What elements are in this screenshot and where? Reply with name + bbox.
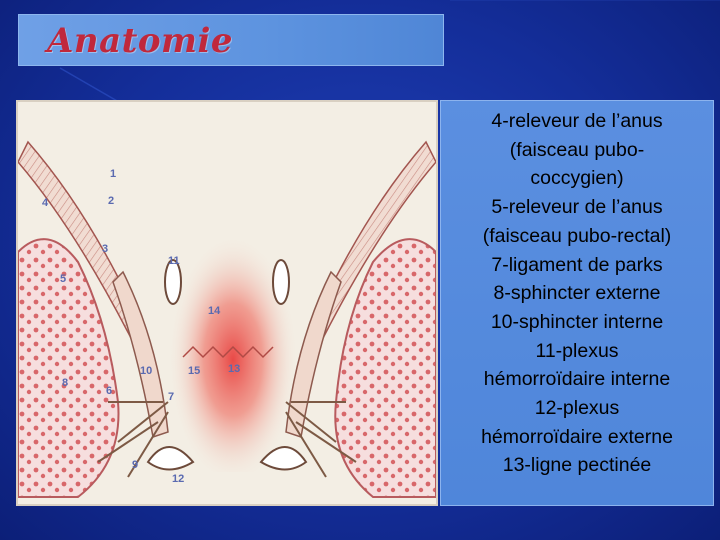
caption-text [447,107,707,480]
figure-label: 7 [168,391,175,403]
caption-line: 4-releveur de l’anus [491,110,663,132]
figure-label: 4 [42,197,49,209]
figure-label: 13 [228,363,241,375]
figure-label: 11 [168,255,180,267]
figure-label: 9 [132,459,139,471]
caption-panel [440,100,714,506]
slide-title: Anatomie [47,21,234,61]
title-bar [18,14,444,66]
caption-line: 5-releveur de l’anus [491,196,663,219]
caption-line: hémorroïdaire externe [481,425,673,448]
figure-label: 6 [106,385,113,397]
caption-line: 8-sphincter externe [493,282,661,305]
figure-label: 14 [208,305,221,317]
anatomy-illustration [16,100,438,506]
figure-label: 10 [140,365,153,377]
caption-line: (faisceau pubo- [509,138,645,161]
right-internal-plexus [273,260,289,304]
caption-line: 11-plexus [535,339,619,362]
figure-label: 5 [60,273,67,285]
caption-line: (faisceau pubo-rectal) [482,224,672,247]
figure-label: 2 [108,195,115,207]
caption-line: 10-sphincter interne [490,310,664,333]
left-internal-sphincter [113,272,168,437]
caption-line: hémorroïdaire interne [483,368,671,391]
caption-line: coccygien) [530,167,624,190]
caption-line: 12-plexus [534,397,620,420]
figure-label: 12 [172,473,185,485]
figure-label: 3 [102,243,109,255]
figure-label: 1 [110,168,117,180]
figure-label: 15 [188,365,201,377]
figure-label: 8 [62,377,69,389]
caption-line: 13-ligne pectinée [502,454,652,477]
caption-line: 7-ligament de parks [491,253,663,276]
